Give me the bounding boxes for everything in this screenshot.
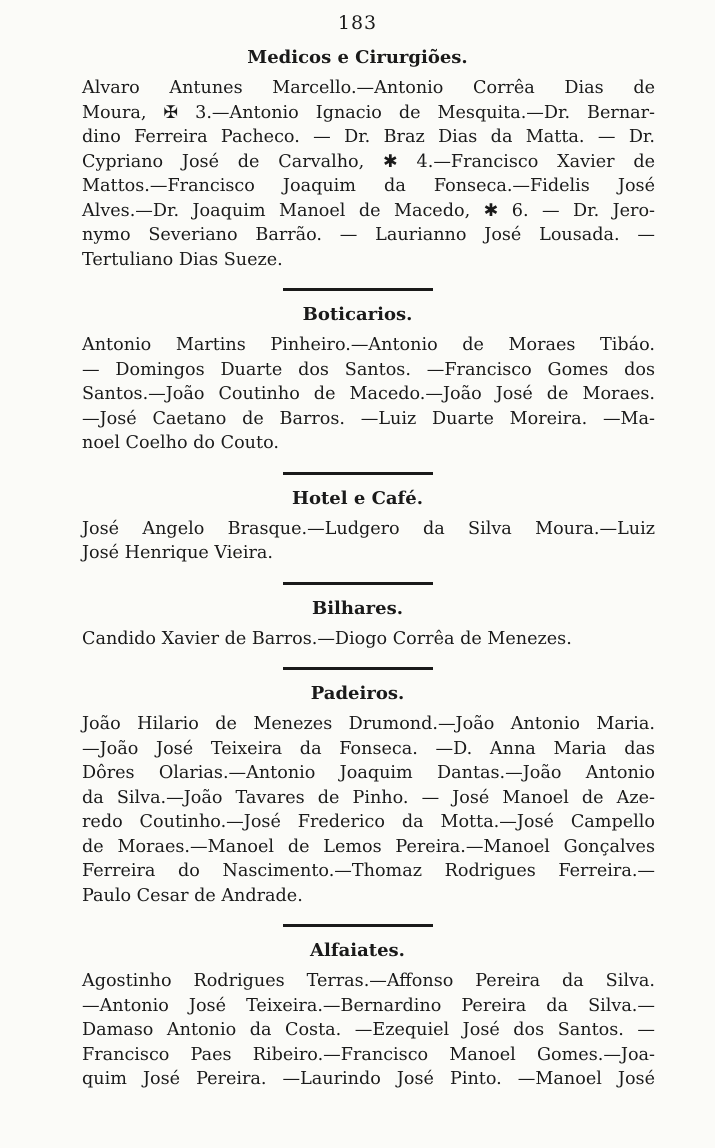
- section-paragraph: [60, 333, 655, 456]
- text-line: Cypriano José de Carvalho, ✱ 4.—Francisco Xavier de: [82, 151, 655, 172]
- section-paragraph: [60, 969, 655, 1092]
- text-line: nymo Severiano Barrão. — Laurianno José Lousada. —: [82, 225, 655, 245]
- text-line: Paulo Cesar de Andrade.: [82, 885, 303, 906]
- text-line: Damaso Antonio da Costa. —Ezequiel José dos Santos. —: [82, 1020, 655, 1040]
- text-line: dino Ferreira Pacheco. — Dr. Braz Dias da Matta. — Dr.: [82, 127, 655, 147]
- section-divider: [283, 582, 433, 585]
- text-line: Santos.—João Coutinho de Macedo.—João José de Moraes.: [82, 384, 655, 404]
- section-paragraph: [60, 712, 655, 908]
- text-line: Mattos.—Francisco Joaquim da Fonseca.—Fidelis José: [82, 176, 655, 196]
- section-paragraph: [60, 517, 655, 566]
- text-line: Alves.—Dr. Joaquim Manoel de Macedo, ✱ 6. — Dr. Jero-: [82, 200, 655, 221]
- section-divider: [283, 924, 433, 927]
- text-line: Dôres Olarias.—Antonio Joaquim Dantas.—João Antonio: [82, 763, 655, 783]
- text-line: Antonio Martins Pinheiro.—Antonio de Moraes Tibáo.: [82, 335, 655, 355]
- section-paragraph: [60, 76, 655, 272]
- section-paragraph: [60, 627, 655, 652]
- text-line: Agostinho Rodrigues Terras.—Affonso Pereira da Silva.: [82, 971, 655, 991]
- text-line: José Henrique Vieira.: [82, 543, 273, 563]
- section-alfaiates: [60, 939, 655, 1092]
- text-line: Moura, ✠ 3.—Antonio Ignacio de Mesquita.—Dr. Bernar-: [82, 102, 655, 123]
- section-boticarios: [60, 303, 655, 456]
- text-line: —José Caetano de Barros. —Luiz Duarte Moreira. —Ma-: [82, 408, 655, 429]
- text-line: José Angelo Brasque.—Ludgero da Silva Moura.—Luiz: [82, 518, 655, 539]
- text-line: quim José Pereira. —Laurindo José Pinto. —Manoel José: [82, 1069, 655, 1089]
- section-padeiros: [60, 682, 655, 908]
- section-title: Bilhares.: [312, 597, 403, 619]
- section-title: Medicos e Cirurgiões.: [247, 47, 468, 68]
- page-number: 183: [337, 12, 378, 34]
- text-line: —Antonio José Teixeira.—Bernardino Pereira da Silva.—: [82, 995, 655, 1016]
- section-hotel-cafe: [60, 487, 655, 566]
- page-content: [60, 46, 655, 1092]
- section-title: Alfaiates.: [310, 940, 405, 961]
- section-title: Padeiros.: [310, 683, 405, 704]
- section-bilhares: [60, 597, 655, 652]
- text-line: noel Coelho do Couto.: [82, 433, 279, 453]
- text-line: de Moraes.—Manoel de Lemos Pereira.—Manoel Gonçalves: [82, 836, 655, 857]
- section-divider: [283, 472, 433, 475]
- text-line: Alvaro Antunes Marcello.—Antonio Corrêa Dias de: [82, 78, 655, 98]
- text-line: Candido Xavier de Barros.—Diogo Corrêa de Menezes.: [82, 628, 572, 649]
- text-line: Ferreira do Nascimento.—Thomaz Rodrigues Ferreira.—: [82, 861, 655, 881]
- section-medicos: [60, 46, 655, 272]
- text-line: — Domingos Duarte dos Santos. —Francisco Gomes dos: [82, 359, 655, 380]
- text-line: João Hilario de Menezes Drumond.—João Antonio Maria.: [82, 714, 655, 734]
- text-line: Tertuliano Dias Sueze.: [82, 249, 283, 270]
- text-line: redo Coutinho.—José Frederico da Motta.—José Campello: [82, 812, 655, 832]
- section-divider: [283, 288, 433, 291]
- section-title: Hotel e Café.: [291, 487, 424, 509]
- section-title: Boticarios.: [302, 304, 413, 325]
- text-line: da Silva.—João Tavares de Pinho. — José Manoel de Aze-: [82, 787, 655, 808]
- text-line: —João José Teixeira da Fonseca. —D. Anna Maria das: [82, 738, 655, 759]
- section-divider: [283, 667, 433, 670]
- text-line: Francisco Paes Ribeiro.—Francisco Manoel Gomes.—Joa-: [82, 1044, 655, 1065]
